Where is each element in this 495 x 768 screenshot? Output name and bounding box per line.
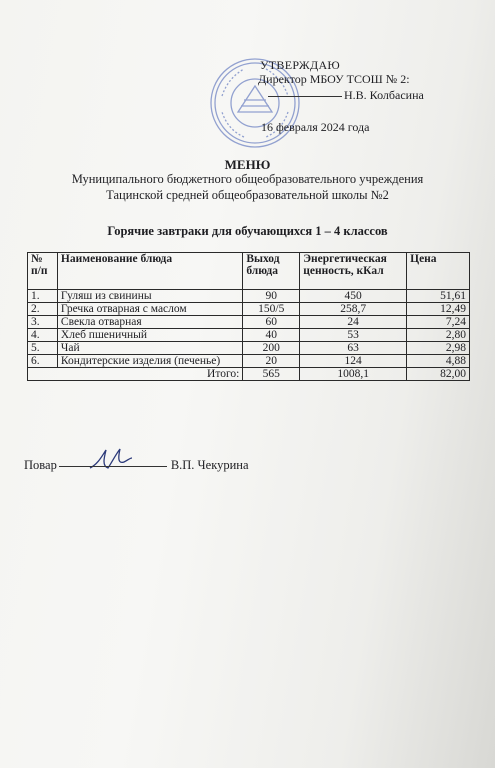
table-row	[28, 303, 470, 316]
cell-price: 2,80	[407, 329, 470, 342]
signature-line	[268, 96, 342, 97]
cell-energy: 258,7	[300, 303, 407, 316]
cook-signature-line	[24, 458, 249, 473]
approval-position: Директор МБОУ ТСОШ № 2:	[258, 72, 410, 86]
signature-line	[59, 466, 167, 467]
header-energy: Энергетическая ценность, кКал	[300, 253, 407, 290]
menu-subtitle: Горячие завтраки для обучающихся 1 – 4 классов	[107, 224, 388, 238]
table-total-row	[28, 368, 470, 381]
cell-price: 12,49	[407, 303, 470, 316]
table-row	[28, 316, 470, 329]
org-name-line1: Муниципального бюджетного общеобразовательного учреждения	[71, 172, 424, 186]
cell-num: 6.	[28, 355, 58, 368]
cell-yield: 90	[243, 290, 300, 303]
header-name: Наименование блюда	[57, 253, 242, 290]
cell-name: Хлеб пшеничный	[57, 329, 242, 342]
total-energy: 1008,1	[300, 368, 407, 381]
cell-energy: 124	[300, 355, 407, 368]
cook-label: Повар	[24, 458, 57, 472]
cell-name: Гречка отварная с маслом	[57, 303, 242, 316]
cell-yield: 150/5	[243, 303, 300, 316]
approval-signer: Н.В. Колбасина	[344, 88, 424, 102]
approval-heading: УТВЕРЖДАЮ	[260, 58, 341, 72]
total-price: 82,00	[407, 368, 470, 381]
approval-signature	[268, 88, 424, 102]
cell-yield: 20	[243, 355, 300, 368]
menu-table	[27, 252, 470, 381]
total-label: Итого:	[28, 368, 243, 381]
cell-price: 51,61	[407, 290, 470, 303]
cell-num: 5.	[28, 342, 58, 355]
document-title: МЕНЮ	[224, 157, 271, 172]
cell-name: Кондитерские изделия (печенье)	[57, 355, 242, 368]
cell-num: 2.	[28, 303, 58, 316]
cell-energy: 24	[300, 316, 407, 329]
cell-energy: 63	[300, 342, 407, 355]
cell-name: Гуляш из свинины	[57, 290, 242, 303]
cell-yield: 200	[243, 342, 300, 355]
table-row	[28, 355, 470, 368]
cell-yield: 60	[243, 316, 300, 329]
cell-price: 4,88	[407, 355, 470, 368]
header-yield: Выход блюда	[243, 253, 300, 290]
cell-num: 1.	[28, 290, 58, 303]
approval-date: 16 февраля 2024 года	[261, 120, 370, 134]
cell-num: 4.	[28, 329, 58, 342]
table-header-row	[28, 253, 470, 290]
org-name-line2: Тацинской средней общеобразовательной школы №2	[106, 188, 389, 202]
cell-name: Свекла отварная	[57, 316, 242, 329]
cell-energy: 53	[300, 329, 407, 342]
cook-name: В.П. Чекурина	[170, 458, 249, 472]
cell-name: Чай	[57, 342, 242, 355]
cell-price: 2,98	[407, 342, 470, 355]
table-row	[28, 290, 470, 303]
cell-price: 7,24	[407, 316, 470, 329]
approval-block	[258, 58, 424, 134]
cell-yield: 40	[243, 329, 300, 342]
total-yield: 565	[243, 368, 300, 381]
header-price: Цена	[407, 253, 470, 290]
cell-num: 3.	[28, 316, 58, 329]
table-row	[28, 329, 470, 342]
header-num: № п/п	[28, 253, 58, 290]
table-row	[28, 342, 470, 355]
cell-energy: 450	[300, 290, 407, 303]
